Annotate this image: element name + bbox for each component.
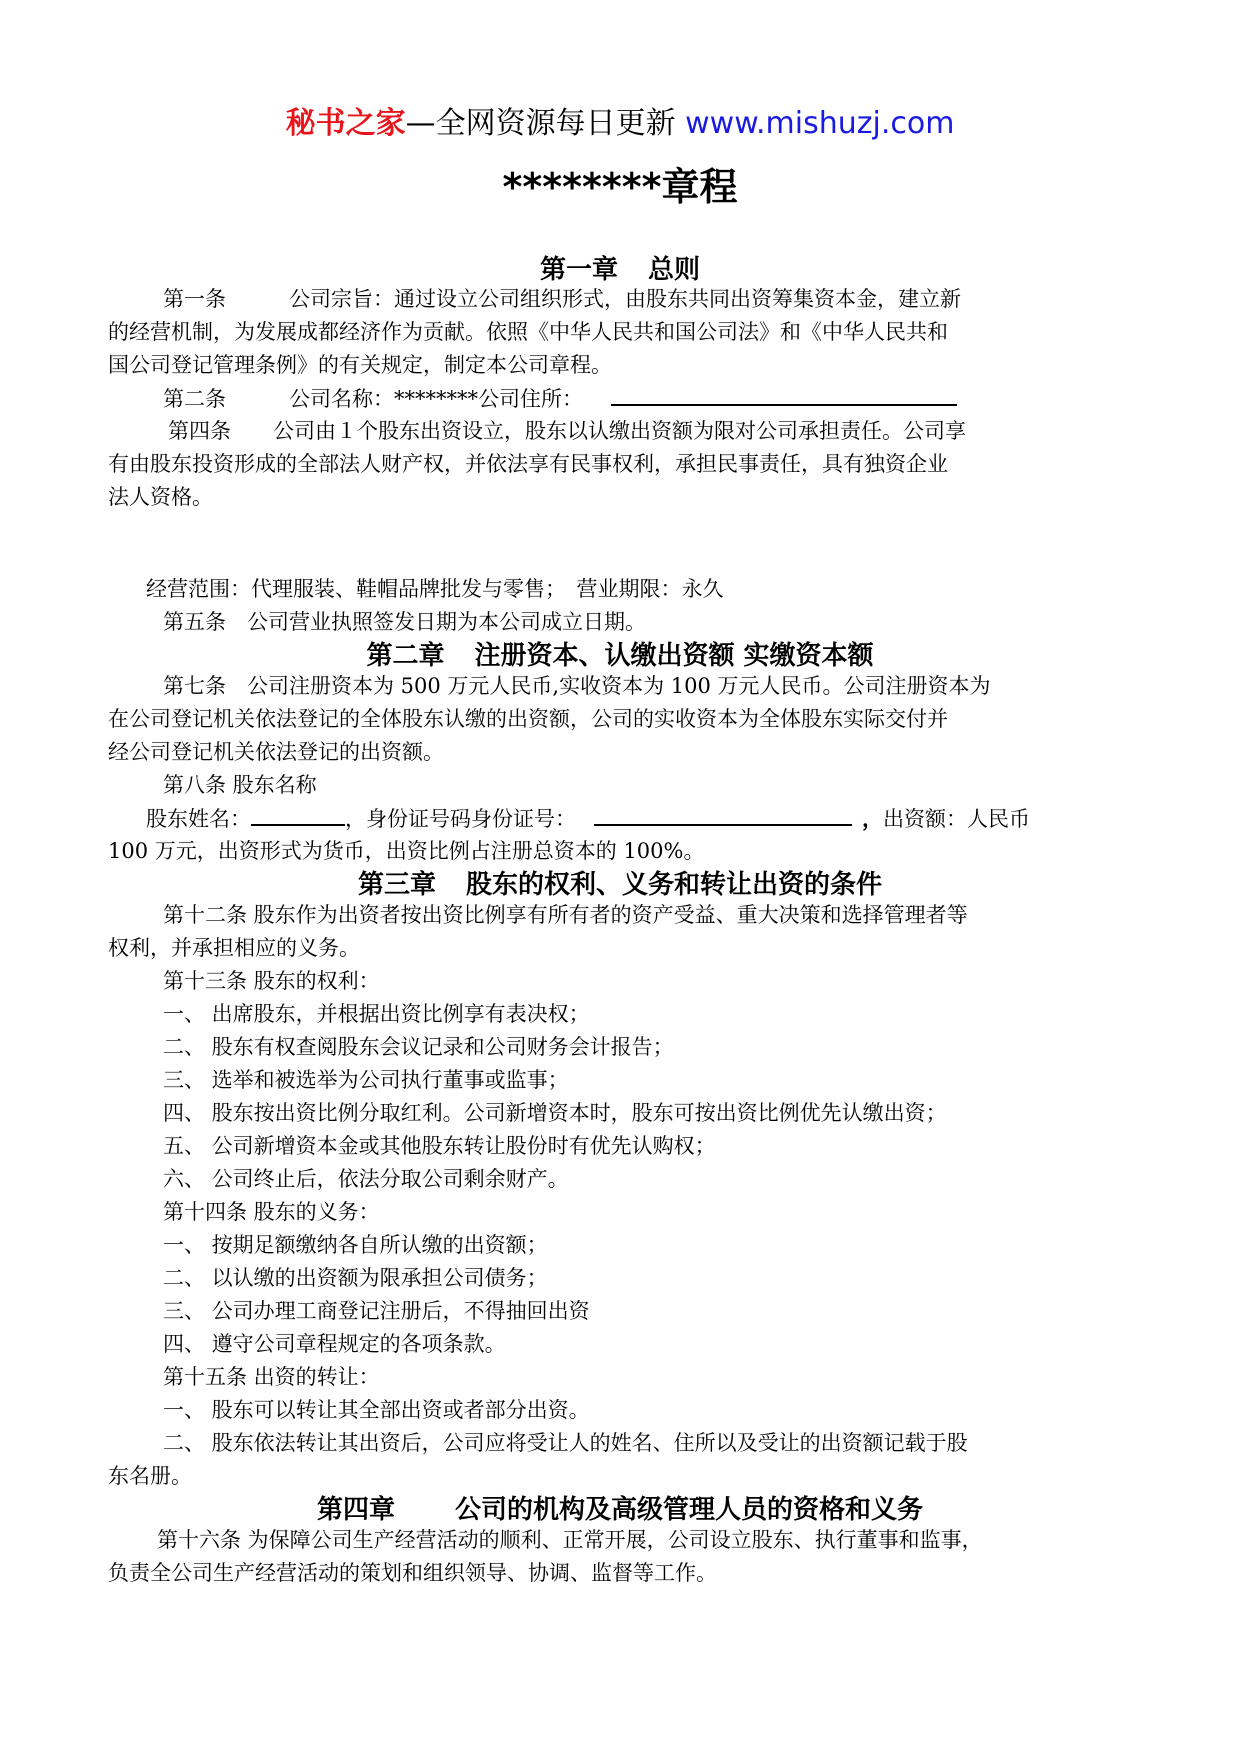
id-number-label: ，身份证号码身份证号： xyxy=(345,807,576,831)
shareholder-line xyxy=(146,802,1030,836)
chapter-3-line: 三、 选举和被选举为公司执行董事或监事； xyxy=(163,1068,569,1092)
chapter-4-title: 公司的机构及高级管理人员的资格和义务 xyxy=(455,1495,924,1525)
chapter-3-line: 一、 按期足额缴纳各自所认缴的出资额； xyxy=(163,1233,548,1257)
chapter-3-heading xyxy=(0,869,1240,901)
article-1-line-3: 国公司登记管理条例》的有关规定，制定本公司章程。 xyxy=(108,353,612,377)
chapter-3-number: 第三章 xyxy=(357,870,436,900)
chapter-1-number: 第一章 xyxy=(539,255,618,285)
chapter-3-title: 股东的权利、义务和转让出资的条件 xyxy=(466,870,883,900)
chapter-3-line: 第十三条 股东的权利： xyxy=(163,969,380,993)
chapter-4-number: 第四章 xyxy=(316,1495,395,1525)
chapter-2-title: 注册资本、认缴出资额 实缴资本额 xyxy=(474,641,874,671)
article-4-line-3: 法人资格。 xyxy=(108,485,213,509)
site-banner xyxy=(0,104,1240,144)
chapter-3-line: 二、 以认缴的出资额为限承担公司债务； xyxy=(163,1266,548,1290)
chapter-3-line: 一、 股东可以转让其全部出资或者部分出资。 xyxy=(163,1398,590,1422)
article-5: 第五条 公司营业执照签发日期为本公司成立日期。 xyxy=(163,610,646,634)
chapter-3-line: 第十五条 出资的转让： xyxy=(163,1365,380,1389)
article-1-line-1: 第一条 公司宗旨：通过设立公司组织形式，由股东共同出资筹集资本金，建立新 xyxy=(163,287,961,311)
chapter-3-line: 三、 公司办理工商登记注册后，不得抽回出资 xyxy=(163,1299,590,1323)
chapter-3-line: 一、 出席股东，并根据出资比例享有表决权； xyxy=(163,1002,590,1026)
shareholder-name-field[interactable] xyxy=(251,802,345,826)
id-number-field[interactable] xyxy=(594,802,852,826)
contribution-detail: 100 万元，出资形式为货币，出资比例占注册总资本的 100%。 xyxy=(108,839,705,863)
article-7-line-1: 第七条 公司注册资本为 500 万元人民币,实收资本为 100 万元人民币。公司注册资本为 xyxy=(163,674,991,698)
document-title: ********章程 xyxy=(502,165,738,209)
chapter-1-title: 总则 xyxy=(648,255,701,285)
article-1-line-2: 的经营机制，为发展成都经济作为贡献。依照《中华人民共和国公司法》和《中华人民共和 xyxy=(108,320,948,344)
article-2 xyxy=(163,382,957,416)
chapter-3-line: 四、 遵守公司章程规定的各项条款。 xyxy=(163,1332,506,1356)
shareholder-name-label: 股东姓名： xyxy=(146,807,251,831)
chapter-3-line: 第十二条 股东作为出资者按出资比例享有所有者的资产受益、重大决策和选择管理者等 xyxy=(163,903,968,927)
chapter-4-heading xyxy=(0,1494,1240,1526)
chapter-3-line: 第十四条 股东的义务： xyxy=(163,1200,380,1224)
banner-slogan: —全网资源每日更新 xyxy=(405,106,686,141)
contribution-label: 出资额：人民币 xyxy=(883,807,1030,831)
banner-url-link[interactable]: www.mishuzj.com xyxy=(685,106,955,141)
chapter-3-line: 五、 公司新增资本金或其他股东转让股份时有优先认购权； xyxy=(163,1134,716,1158)
article-16-line-2: 负责全公司生产经营活动的策划和组织领导、协调、监督等工作。 xyxy=(108,1561,717,1585)
article-4-line-2: 有由股东投资形成的全部法人财产权，并依法享有民事权利，承担民事责任，具有独资企业 xyxy=(108,452,948,476)
chapter-3-line: 权利，并承担相应的义务。 xyxy=(108,936,360,960)
chapter-3-line: 二、 股东有权查阅股东会议记录和公司财务会计报告； xyxy=(163,1035,674,1059)
id-comma: ， xyxy=(862,806,883,831)
chapter-2-number: 第二章 xyxy=(366,641,445,671)
article-7-line-3: 经公司登记机关依法登记的出资额。 xyxy=(108,740,444,764)
article-4-line-1: 第四条 公司由１个股东出资设立，股东以认缴出资额为限对公司承担责任。公司享 xyxy=(168,419,966,443)
article-7-line-2: 在公司登记机关依法登记的全体股东认缴的出资额，公司的实收资本为全体股东实际交付并 xyxy=(108,707,948,731)
chapter-3-line: 四、 股东按出资比例分取红利。公司新增资本时，股东可按出资比例优先认缴出资； xyxy=(163,1101,947,1125)
business-scope: 经营范围：代理服装、鞋帽品牌批发与零售； 营业期限：永久 xyxy=(146,577,724,601)
chapter-2-heading xyxy=(0,640,1240,672)
article-16-line-1: 第十六条 为保障公司生产经营活动的顺利、正常开展，公司设立股东、执行董事和监事， xyxy=(157,1528,983,1552)
chapter-3-line: 东名册。 xyxy=(108,1464,192,1488)
article-8: 第八条 股东名称 xyxy=(163,773,317,797)
chapter-1-heading xyxy=(0,254,1240,286)
company-address-field[interactable] xyxy=(611,382,957,406)
banner-brand: 秘书之家 xyxy=(285,106,406,141)
chapter-3-line: 二、 股东依法转让其出资后，公司应将受让人的姓名、住所以及受让的出资额记载于股 xyxy=(163,1431,968,1455)
article-2-text: 第二条 公司名称：********公司住所： xyxy=(163,387,583,411)
chapter-3-line: 六、 公司终止后，依法分取公司剩余财产。 xyxy=(163,1167,569,1191)
